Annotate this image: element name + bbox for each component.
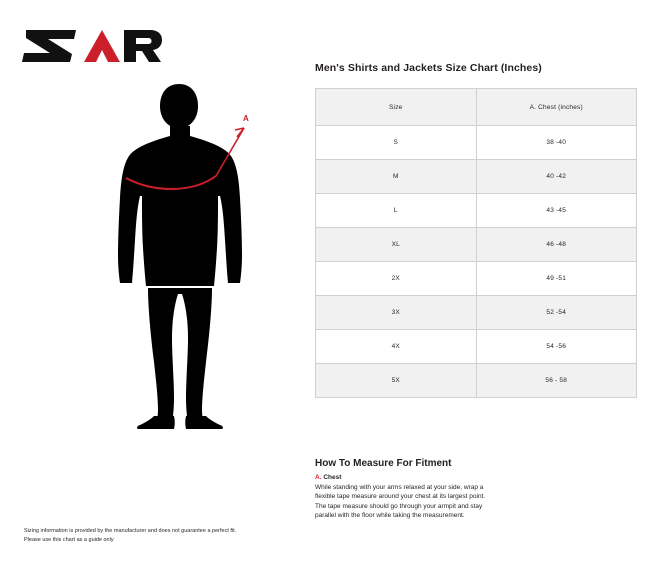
table-row [316,364,637,398]
cell-size: XL [316,228,477,262]
cell-chest: 49 -51 [476,262,637,296]
disclaimer-text [24,527,284,544]
measure-line-3: The tape measure should go through your armpit and stay [315,502,483,510]
cell-chest: 43 -45 [476,194,637,228]
cell-chest: 46 -48 [476,228,637,262]
measure-item-letter: A. [315,474,322,481]
cell-chest: 38 -40 [476,126,637,160]
cell-size: L [316,194,477,228]
how-to-measure-section [315,458,615,521]
table-row [316,194,637,228]
table-row [316,160,637,194]
table-row [316,262,637,296]
column-header-size: Size [316,89,477,126]
cell-size: M [316,160,477,194]
table-row [316,228,637,262]
callout-label-a: A [243,114,249,123]
cell-size: 5X [316,364,477,398]
disclaimer-line-1: Sizing information is provided by the manufacturer and does not guarantee a perfect fit. [24,528,237,534]
measure-line-4: parallel with the floor while taking the measurement. [315,512,465,520]
disclaimer-line-2: Please use this chart as a guide only [24,536,114,543]
table-header-row [316,89,637,126]
cell-size: 3X [316,296,477,330]
cell-chest: 52 -54 [476,296,637,330]
measure-line-2: flexible tape measure around your chest at its largest point. [315,493,486,501]
z1r-logo [22,26,162,66]
how-to-measure-item-heading [315,474,615,481]
cell-size: S [316,126,477,160]
table-row [316,126,637,160]
cell-size: 4X [316,330,477,364]
table-row [316,330,637,364]
cell-chest: 56 - 58 [476,364,637,398]
how-to-measure-title: How To Measure For Fitment [315,458,452,469]
column-header-chest: A. Chest (inches) [476,89,637,126]
size-chart-table [315,88,637,398]
silhouette-shape [118,84,242,429]
measure-item-label: Chest [323,474,342,481]
table-row [316,296,637,330]
cell-chest: 54 -56 [476,330,637,364]
cell-chest: 40 -42 [476,160,637,194]
measure-line-1: While standing with your arms relaxed at your side, wrap a [315,484,484,491]
size-chart-title: Men's Shirts and Jackets Size Chart (Inches) [315,62,542,74]
body-diagram [96,80,296,430]
how-to-measure-body [315,483,615,521]
cell-size: 2X [316,262,477,296]
